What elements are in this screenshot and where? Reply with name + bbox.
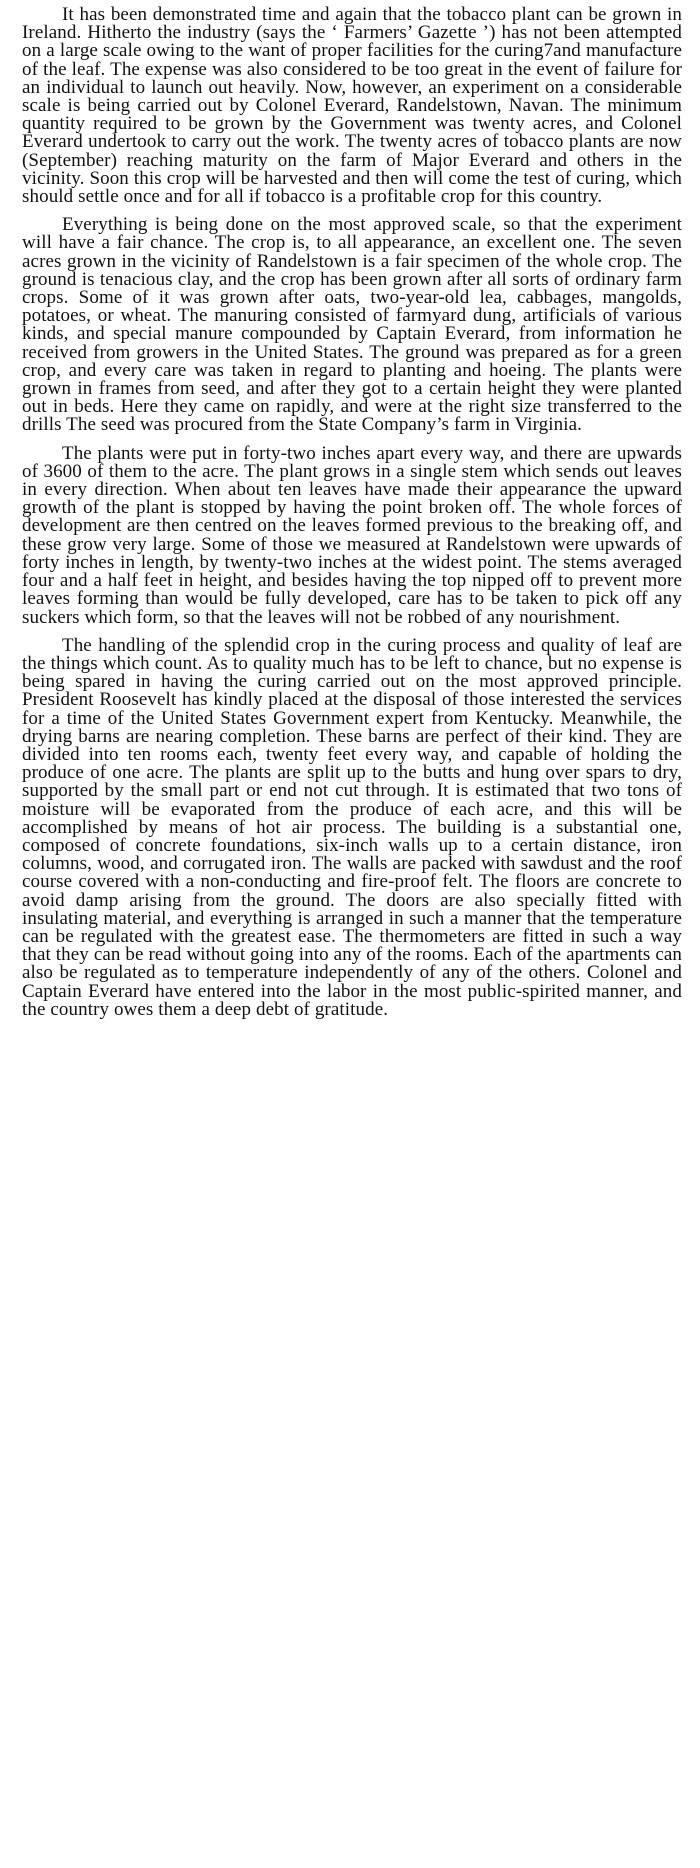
- article-paragraph-3: The plants were put in forty-two inches apart every way, and there are upwards of 3600 of them to the acre. The plant grows in a single stem which sends out leaves in every direction. When about ten leaves have made their appearance the upward growth of the plant is stopped by having the point broken off. The whole forces of development are then centred on the leaves formed previous to the breaking off, and these grow very large. Some of those we measured at Randelstown were upwards of forty inches in length, by twenty-two inches at the widest point. The stems averaged four and a half feet in height, and besides having the top nipped off to prevent more leaves forming than would be fully developed, care has to be taken to pick off any suckers which form, so that the leaves will not be robbed of any nourishment.: [22, 442, 682, 628]
- article-paragraph-2: Everything is being done on the most approved scale, so that the experiment will have a fair chance. The crop is, to all appearance, an excellent one. The seven acres grown in the vicinity of Randelstown is a fair specimen of the whole crop. The ground is tenacious clay, and the crop has been grown after all sorts of ordinary farm crops. Some of it was grown after oats, two-year-old lea, cabbages, mangolds, potatoes, or wheat. The manuring consisted of farmyard dung, artificials of various kinds, and special manure compounded by Captain Everard, from information he received from growers in the United States. The ground was prepared as for a green crop, and every care was taken in regard to planting and hoeing. The plants were grown in frames from seed, and after they got to a certain height they were planted out in beds. Here they came on rapidly, and were at the right size transferred to the drills The seed was procured from the State Company’s farm in Virginia.: [22, 214, 682, 436]
- article-paragraph-1: It has been demonstrated time and again that the tobacco plant can be grown in Ireland. Hitherto the industry (says the ‘ Farmers’ Gazette ’) has not been attempted on a large scale owing to the want of proper facilities for the curing7and manufacture of the leaf. The expense was also considered to be too great in the event of failure for an individual to launch out heavily. Now, however, an experiment on a considerable scale is being carried out by Colonel Everard, Randelstown, Navan. The minimum quantity required to be grown by the Government was twenty acres, and Colonel Everard undertook to carry out the work. The twenty acres of tobacco plants are now (September) reaching maturity on the farm of Major Everard and others in the vicinity. Soon this crop will be harvested and then will come the test of curing, which should settle once and for all if tobacco is a profitable crop for this country.: [22, 4, 682, 208]
- article-paragraph-4: The handling of the splendid crop in the curing process and quality of leaf are the things which count. As to quality much has to be left to chance, but no expense is being spared in having the curing carried out on the most approved principle. President Roosevelt has kindly placed at the disposal of those interested the services for a time of the United States Government expert from Kentucky. Meanwhile, the drying barns are nearing completion. These barns are perfect of their kind. They are divided into ten rooms each, twenty feet every way, and capable of holding the produce of one acre. The plants are split up to the butts and hung over spars to dry, supported by the small part or end not cut through. It is estimated that two tons of moisture will be evaporated from the produce of each acre, and this will be accomplished by means of hot air process. The building is a substantial one, composed of concrete foundations, six-inch walls up to a certain distance, iron columns, wood, and corrugated iron. The walls are packed with sawdust and the roof course covered with a non-conducting and fire-proof felt. The floors are concrete to avoid damp arising from the ground. The doors are also specially fitted with insulating material, and everything is arranged in such a manner that the temperature can be regulated with the greatest ease. The thermometers are fitted in such a way that they can be read without going into any of the rooms. Each of the apartments can also be regulated as to temperature independently of any of the others. Colonel and Captain Everard have entered into the labor in the most public-spirited manner, and the country owes them a deep debt of gratitude.: [22, 634, 682, 1020]
